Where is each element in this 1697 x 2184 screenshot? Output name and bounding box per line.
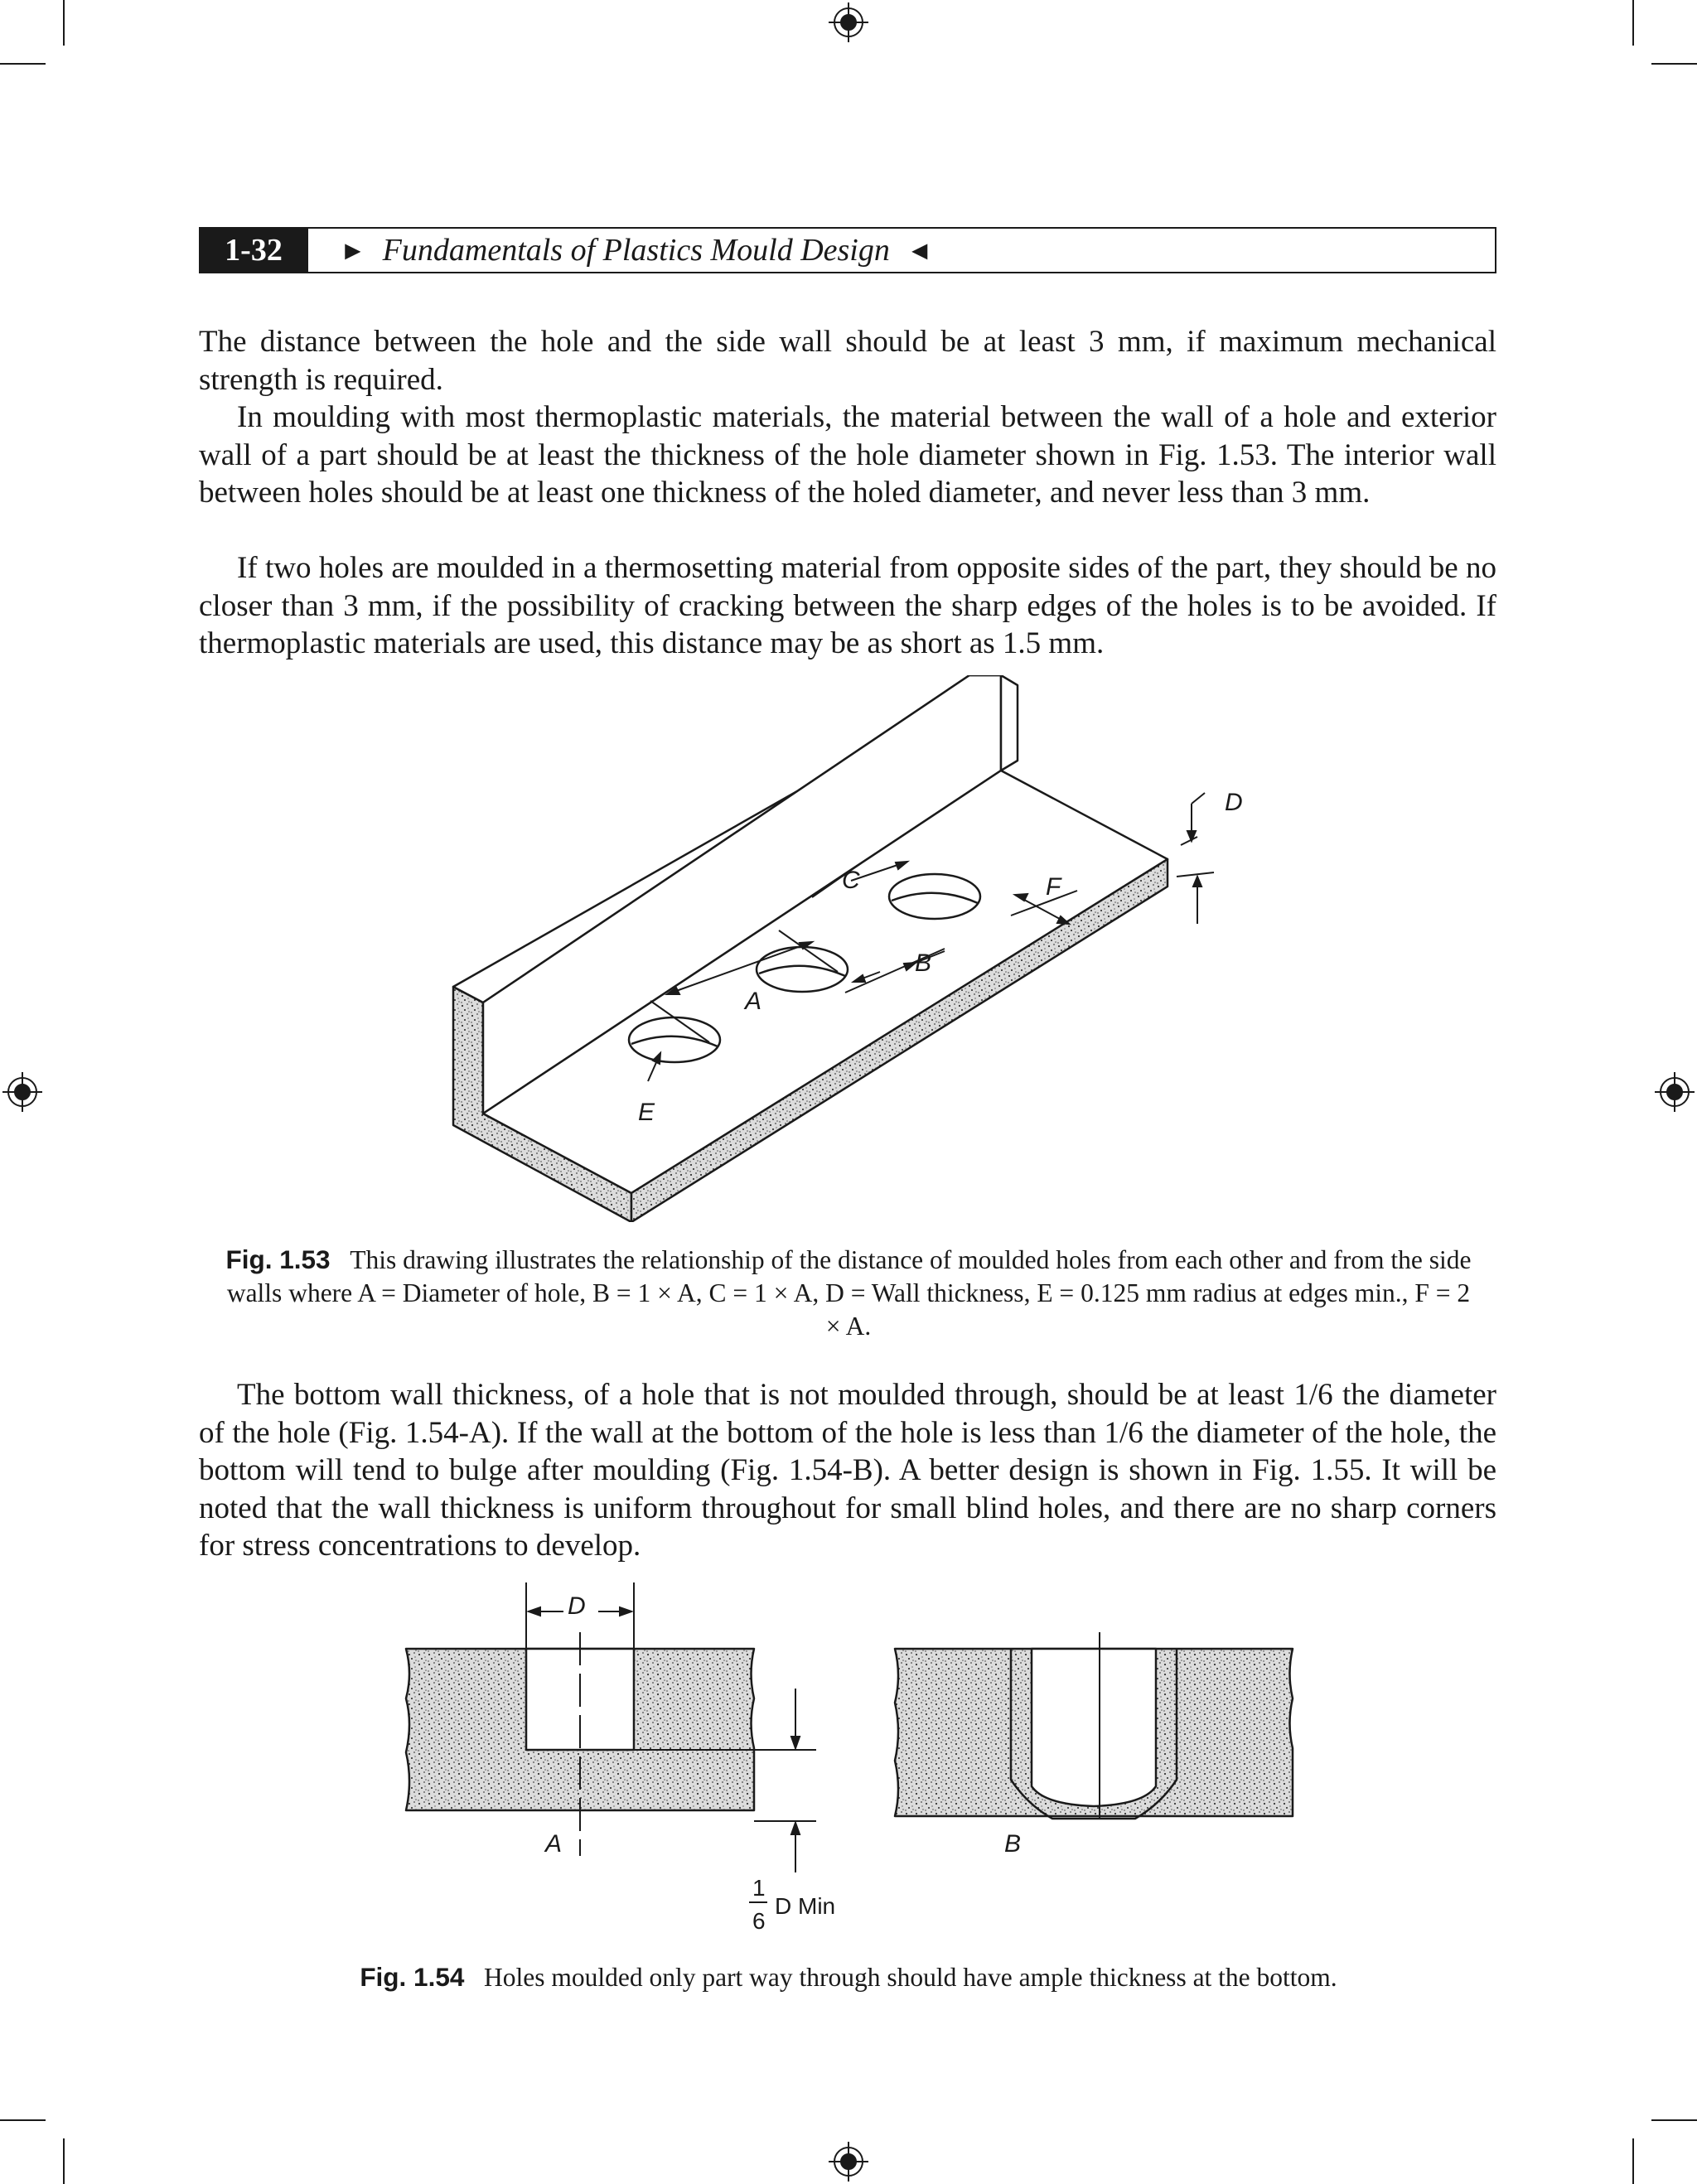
label-d-dimension: D	[568, 1592, 586, 1620]
book-title-line	[340, 230, 933, 270]
left-pointer-icon: ◄	[906, 234, 933, 265]
label-e: E	[638, 1099, 655, 1126]
fraction-numerator: 1	[752, 1875, 766, 1901]
fraction-denominator: 6	[752, 1908, 766, 1934]
figure-1-53	[431, 675, 1276, 1222]
figure-1-53-caption	[217, 1243, 1480, 1343]
figure-1-54-caption	[217, 1960, 1480, 1994]
fraction-suffix: D Min	[775, 1893, 836, 1919]
caption-text: Holes moulded only part way through should have ample thickness at the bottom.	[483, 1963, 1337, 1992]
page-number: 1-32	[199, 227, 308, 273]
label-b: B	[915, 949, 932, 977]
label-a: A	[745, 988, 762, 1015]
book-title: Fundamentals of Plastics Mould Design	[382, 233, 890, 268]
figure-1-54	[398, 1582, 1309, 1939]
label-part-a: A	[545, 1830, 563, 1858]
label-f: F	[1046, 873, 1061, 901]
paragraph-2: In moulding with most thermoplastic materials, the material between the wall of a hole and exterior wall of a part should be at least the thickness of the hole diameter shown in Fig. 1.53. The interior wall between holes should be at least one thickness of the holed diameter, and never less than 3 mm.	[199, 400, 1496, 510]
paragraph-4: The bottom wall thickness, of a hole that is not moulded through, should be at least 1/6 the diameter of the hole (Fig. 1.54-A). If the wall at the bottom of the hole is less than 1/6 the diameter of the hole, the bottom will tend to bulge after moulding (Fig. 1.54-B). A better design is shown in Fig. 1.55. It will be noted that the wall thickness is uniform throughout for small blind holes, and there are no sharp corners for stress concentrations to develop.	[199, 1378, 1496, 1563]
caption-text: This drawing illustrates the relationship of the distance of moulded holes from each other and from the side walls where A = Diameter of hole, B = 1 × A, C = 1 × A, D = Wall thickness, E = 0.125 mm radius at edges min., F = 2 × A.	[226, 1245, 1472, 1341]
caption-label: Fig. 1.54	[360, 1962, 465, 1992]
right-pointer-icon: ►	[340, 234, 366, 265]
caption-label: Fig. 1.53	[225, 1244, 331, 1274]
paragraph-3: If two holes are moulded in a thermosetting material from opposite sides of the part, they should be no closer than 3 mm, if the possibility of cracking between the sharp edges of the holes is to be avoided. If thermoplastic materials are used, this distance may be as short as 1.5 mm.	[199, 551, 1496, 660]
label-part-b: B	[1004, 1830, 1022, 1858]
label-c: C	[842, 867, 860, 894]
paragraph-1: The distance between the hole and the side wall should be at least 3 mm, if maximum mechanical strength is required.	[199, 325, 1496, 397]
label-d: D	[1225, 789, 1243, 816]
